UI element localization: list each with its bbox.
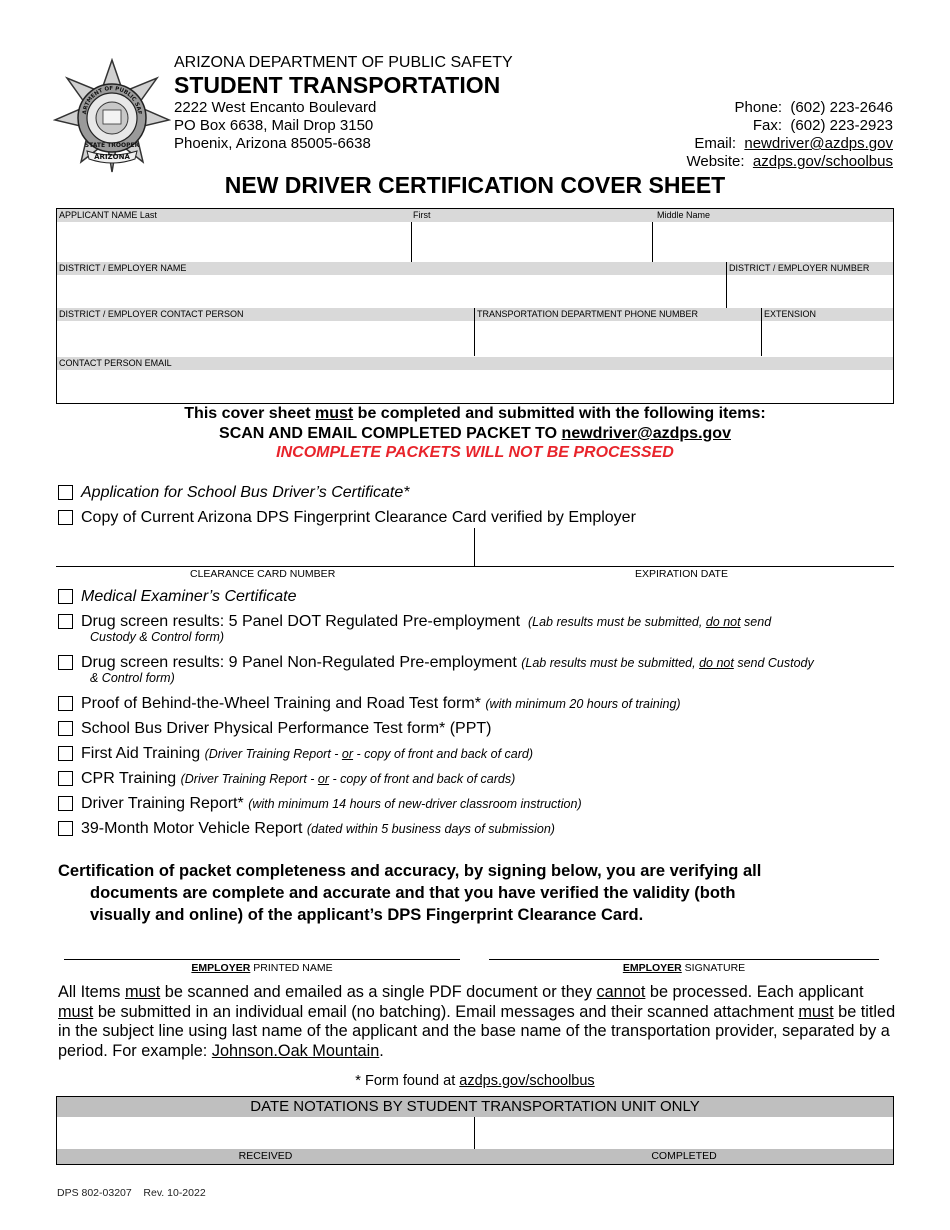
instructions-line-1: This cover sheet must be completed and submitted with the following items: <box>184 405 766 422</box>
drug-5-panel-checkbox[interactable] <box>58 614 73 629</box>
behind-the-wheel-checkbox[interactable] <box>58 696 73 711</box>
checklist-item-mvr: 39-Month Motor Vehicle Report (dated within 5 business days of submission) <box>58 819 555 839</box>
checklist-item-behind-the-wheel: Proof of Behind-the-Wheel Training and Road Test form* (with minimum 20 hours of training) <box>58 694 681 714</box>
employer-number-field[interactable] <box>727 275 893 308</box>
fax-label: Fax: <box>752 117 783 134</box>
contact-email-field[interactable] <box>57 370 893 403</box>
form-footer <box>57 1187 206 1199</box>
extension-label: EXTENSION <box>764 309 817 319</box>
contact-person-field[interactable] <box>57 321 474 356</box>
checklist-item-first-aid: First Aid Training (Driver Training Report - or - copy of front and back of card) <box>58 744 533 764</box>
phone-label: Phone: <box>734 99 783 116</box>
employer-number-label: DISTRICT / EMPLOYER NUMBER <box>729 263 870 273</box>
signature-line[interactable] <box>489 959 879 960</box>
employer-name-field[interactable] <box>57 275 726 308</box>
form-found-note: * Form found at azdps.gov/schoolbus <box>355 1073 595 1089</box>
submission-email-link[interactable]: newdriver@azdps.gov <box>561 425 731 442</box>
expiration-date-label: EXPIRATION DATE <box>635 568 728 580</box>
fax-number: (602) 223-2923 <box>790 117 893 134</box>
printed-name-line[interactable] <box>64 959 460 960</box>
first-name-field[interactable] <box>412 222 652 261</box>
applicant-form <box>56 208 894 404</box>
application-checkbox[interactable] <box>58 485 73 500</box>
cpr-checkbox[interactable] <box>58 771 73 786</box>
seal-bottom-text: STATE TROOPER <box>84 142 140 149</box>
checklist-item-driver-training-report: Driver Training Report* (with minimum 14 hours of new-driver classroom instruction) <box>58 794 582 814</box>
website-label: Website: <box>686 153 745 170</box>
phone-number: (602) 223-2646 <box>790 99 893 116</box>
received-date-field[interactable] <box>57 1117 474 1149</box>
email-link[interactable]: newdriver@azdps.gov <box>744 135 893 152</box>
employer-row <box>57 262 893 308</box>
contact-row <box>57 308 893 356</box>
signature-label: EMPLOYER SIGNATURE <box>622 962 746 974</box>
received-label: RECEIVED <box>238 1150 293 1162</box>
last-name-field[interactable] <box>57 222 411 261</box>
checklist-item-medical: Medical Examiner’s Certificate <box>58 587 296 606</box>
checklist-item-fingerprint: Copy of Current Arizona DPS Fingerprint Clearance Card verified by Employer <box>58 508 636 527</box>
medical-checkbox[interactable] <box>58 589 73 604</box>
address-line-3: Phoenix, Arizona 85005-6638 <box>174 135 371 152</box>
clearance-card-number-field[interactable] <box>56 528 474 566</box>
website-link[interactable]: azdps.gov/schoolbus <box>752 153 893 170</box>
completed-label: COMPLETED <box>651 1150 717 1162</box>
expiration-date-field[interactable] <box>475 528 893 566</box>
checklist-item-drug-5-panel: Drug screen results: 5 Panel DOT Regulated Pre-employment (Lab results must be submitted, do not send <box>58 612 771 632</box>
first-name-label: First <box>413 210 431 220</box>
ppt-checkbox[interactable] <box>58 721 73 736</box>
transportation-phone-label: TRANSPORTATION DEPARTMENT PHONE NUMBER <box>477 309 699 319</box>
email-label: Email: <box>694 135 737 152</box>
drug-9-panel-note-continued: & Control form) <box>90 671 175 685</box>
first-aid-checkbox[interactable] <box>58 746 73 761</box>
star-badge-icon <box>53 58 171 174</box>
form-number: DPS 802-03207 <box>57 1187 132 1199</box>
revision: Rev. 10-2022 <box>143 1187 206 1199</box>
transportation-phone-field[interactable] <box>475 321 761 356</box>
checklist-item-application: Application for School Bus Driver’s Certificate* <box>58 483 409 502</box>
certification-statement: Certification of packet completeness and accuracy, by signing below, you are verifying all documents are complete and accurate and that you have verified the validity (both visually and online) of the applicant’s DPS Fingerprint Clearance Card. <box>58 862 762 924</box>
seal-banner-text: ARIZONA <box>94 153 130 161</box>
fingerprint-checkbox[interactable] <box>58 510 73 525</box>
completed-date-field[interactable] <box>475 1117 893 1149</box>
applicant-name-row <box>57 209 893 261</box>
date-notations-header: DATE NOTATIONS BY STUDENT TRANSPORTATION UNIT ONLY <box>57 1097 893 1117</box>
unit-name: STUDENT TRANSPORTATION <box>174 72 501 98</box>
address-line-2: PO Box 6638, Mail Drop 3150 <box>174 117 374 134</box>
website-line <box>686 153 893 171</box>
fax-line <box>753 117 893 135</box>
drug-9-panel-checkbox[interactable] <box>58 655 73 670</box>
middle-name-label: Middle Name <box>657 210 711 220</box>
checklist-item-cpr: CPR Training (Driver Training Report - or - copy of front and back of cards) <box>58 769 515 789</box>
printed-name-label: EMPLOYER PRINTED NAME <box>191 962 333 974</box>
checklist-item-ppt: School Bus Driver Physical Performance Test form* (PPT) <box>58 719 492 738</box>
incomplete-warning: INCOMPLETE PACKETS WILL NOT BE PROCESSED <box>276 444 674 461</box>
checklist-item-drug-9-panel: Drug screen results: 9 Panel Non-Regulated Pre-employment (Lab results must be submitted, do not send Custody <box>58 653 814 673</box>
extension-field[interactable] <box>762 321 893 356</box>
contact-email-row <box>57 357 893 403</box>
department-name: ARIZONA DEPARTMENT OF PUBLIC SAFETY <box>174 54 513 71</box>
instructions-line-2: SCAN AND EMAIL COMPLETED PACKET TO newdriver@azdps.gov <box>219 425 731 442</box>
page-title: NEW DRIVER CERTIFICATION COVER SHEET <box>224 172 726 198</box>
form-found-link[interactable]: azdps.gov/schoolbus <box>459 1073 595 1089</box>
dps-seal <box>53 58 171 174</box>
employer-name-label: DISTRICT / EMPLOYER NAME <box>59 263 187 273</box>
date-notations-table <box>56 1096 894 1165</box>
contact-person-label: DISTRICT / EMPLOYER CONTACT PERSON <box>59 309 244 319</box>
contact-email-label: CONTACT PERSON EMAIL <box>59 358 172 368</box>
driver-training-report-checkbox[interactable] <box>58 796 73 811</box>
clearance-card-number-label: CLEARANCE CARD NUMBER <box>190 568 336 580</box>
seal-top-text: ARTMENT OF PUBLIC SAF <box>81 85 143 116</box>
drug-5-panel-note-continued: Custody & Control form) <box>90 630 225 644</box>
submission-instructions: All Items must be scanned and emailed as a single PDF document or they cannot be processed. Each applicant must be submitted in an individual email (no batching). Email messages and their scanned attachment must be titled in the subject line using last name of the applicant and the base name of the transportation provider, separated by a period. For example: Johnson.Oak Mountain. <box>58 983 896 1060</box>
mvr-checkbox[interactable] <box>58 821 73 836</box>
address-line-1: 2222 West Encanto Boulevard <box>174 99 377 116</box>
last-name-label: APPLICANT NAME Last <box>59 210 157 220</box>
email-line <box>694 135 893 153</box>
phone-line <box>735 99 893 117</box>
middle-name-field[interactable] <box>653 222 893 261</box>
